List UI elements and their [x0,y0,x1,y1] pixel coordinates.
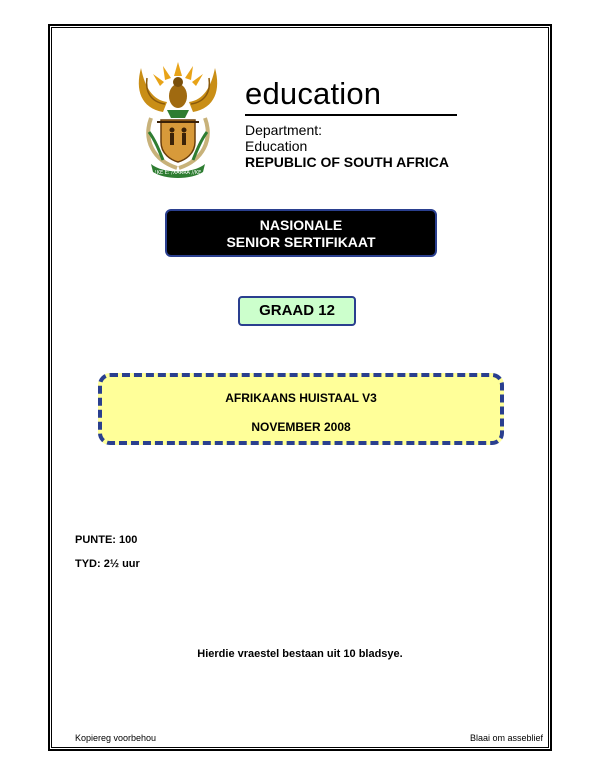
subject-title: AFRIKAANS HUISTAAL V3 [225,391,377,405]
certificate-banner [165,209,437,257]
exam-date: NOVEMBER 2008 [251,420,351,434]
country-name: REPUBLIC OF SOUTH AFRICA [245,154,450,170]
marks-info: PUNTE: 100 [75,534,138,546]
department-name: Education [245,138,308,154]
certificate-line-2: SENIOR SERTIFIKAAT [226,234,376,250]
page-count-note: Hierdie vraestel bestaan uit 10 bladsye. [197,648,403,660]
certificate-line-1: NASIONALE [259,217,343,233]
copyright-footer: Kopiereg voorbehou [75,733,157,743]
brand-divider [245,114,457,116]
department-label: Department: [245,122,323,138]
turn-page-footer: Blaai om asseblief [469,733,543,743]
brand-word: education [245,76,382,111]
svg-text:!KE E: /XARRA //KE: !KE E: /XARRA //KE [154,170,202,176]
subject-panel [98,373,504,445]
time-info: TYD: 2½ uur [75,558,140,570]
coat-of-arms-icon [133,60,223,178]
grade-badge: GRAAD 12 [238,296,356,326]
